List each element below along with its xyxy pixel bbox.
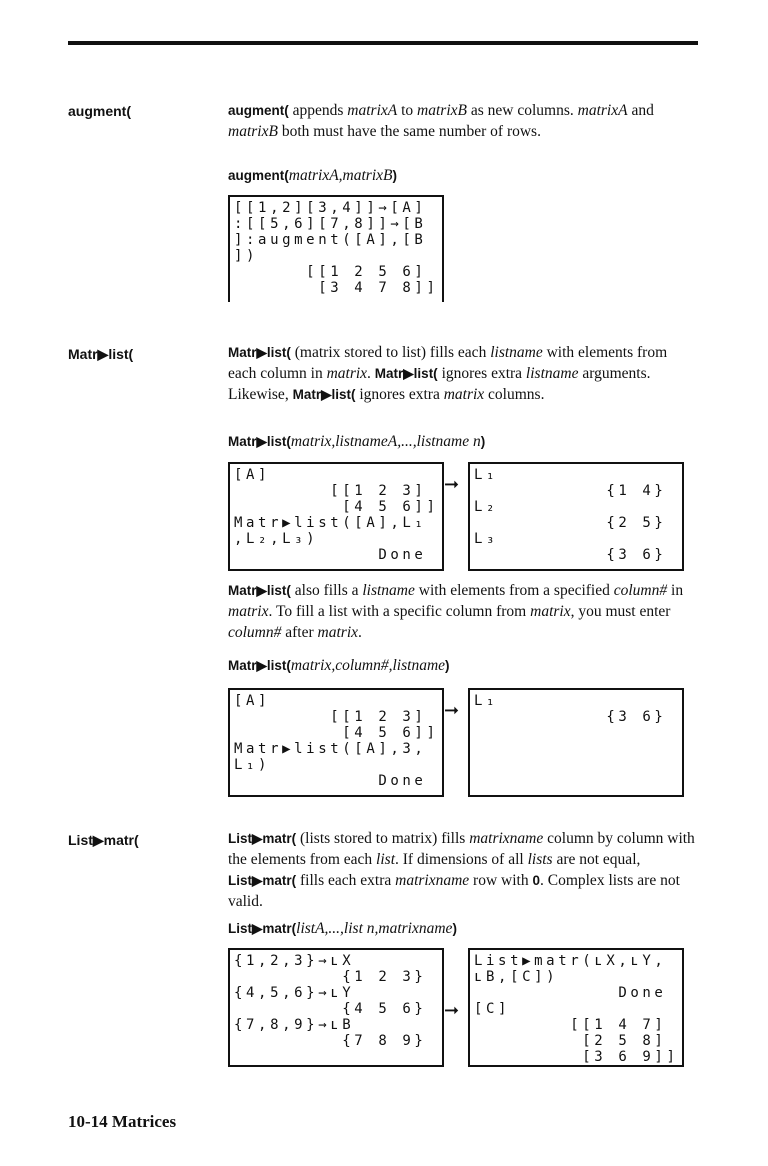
command-name: Matr▶list( [292, 387, 356, 402]
text-segment: to [397, 102, 418, 119]
listmatr-syntax [228, 918, 698, 939]
text-segment: and [627, 102, 654, 119]
text-segment: . Complex lists are not valid. [228, 872, 680, 910]
calculator-screen-listmatr-left [228, 948, 444, 1067]
argument-name: listname [525, 365, 579, 382]
listmatr-description [228, 828, 698, 912]
calculator-screen-matrlist-1-left [228, 462, 444, 571]
command-name: ) [445, 658, 450, 673]
term-matrlist: Matr▶list( [68, 346, 134, 362]
command-name: 0 [532, 873, 540, 888]
screen-text: L₁ {3 6} [474, 693, 667, 725]
text-segment: as new columns. [466, 102, 578, 119]
text-segment: both must have the same number of rows. [277, 123, 541, 140]
text-segment: with elements from each column in [228, 344, 668, 382]
text-segment: (lists stored to matrix) fills [296, 830, 470, 847]
augment-description [228, 100, 698, 142]
calculator-screen-matrlist-2-left [228, 688, 444, 797]
command-name: Matr▶list( [228, 583, 291, 598]
text-segment: column by column with the elements from each [228, 830, 695, 868]
augment-syntax [228, 165, 698, 186]
argument-name: listname [490, 344, 543, 361]
command-name: ) [480, 434, 486, 449]
term-augment: augment( [68, 103, 131, 119]
command-name: Matr▶list( [374, 366, 438, 381]
command-name: List▶matr( [228, 873, 297, 888]
argument-name: matrixB [417, 102, 467, 119]
arrow-icon: ➞ [444, 474, 460, 495]
command-name: Matr▶list( [228, 434, 291, 449]
argument-name: matrixname [469, 830, 544, 847]
argument-name: matrix,listnameA,...,listname n [290, 433, 481, 450]
argument-name: matrix [326, 365, 368, 382]
text-segment: . To fill a list with a specific column from [268, 603, 531, 620]
argument-name: matrix [228, 603, 269, 620]
argument-name: list [376, 851, 395, 868]
argument-name: listname [362, 582, 415, 599]
argument-name: matrix [317, 624, 358, 641]
text-segment: in [667, 582, 684, 599]
matrlist-column-syntax [228, 655, 698, 676]
screen-text: List▶matr(ʟX,ʟY, ʟB,[C]) Done [C] [[1 4 7] [2 5 8] [3 6 9]] [474, 953, 679, 1065]
text-segment: . If dimensions of all [395, 851, 528, 868]
calculator-screen-matrlist-1-right [468, 462, 684, 571]
matrlist-description [228, 342, 698, 405]
argument-name: listA,...,list n,matrixname [296, 920, 453, 937]
matrlist-syntax [228, 431, 698, 452]
term-listmatr: List▶matr( [68, 832, 139, 848]
text-segment: are not equal, [552, 851, 641, 868]
screen-text: [A] [[1 2 3] [4 5 6]] Matr▶list([A],L₁ ,L₂,L₃) Done [234, 467, 439, 563]
text-segment: . [358, 624, 362, 641]
screen-text: L₁ {1 4} L₂ {2 5} L₃ {3 6} [474, 467, 667, 563]
calculator-screen-augment [228, 195, 444, 302]
calculator-screen-matrlist-2-right [468, 688, 684, 797]
text-segment: , you must enter [570, 603, 671, 620]
argument-name: matrixA,matrixB [288, 167, 393, 184]
screen-text: {1,2,3}→ʟX {1 2 3} {4,5,6}→ʟY {4 5 6} {7,8,9}→ʟB {7 8 9} [234, 953, 427, 1049]
argument-name: matrixB [228, 123, 278, 140]
argument-name: matrix [443, 386, 485, 403]
command-name: augment( [228, 168, 289, 183]
argument-name: lists [527, 851, 553, 868]
text-segment: columns. [484, 386, 545, 403]
text-segment: . [367, 365, 375, 382]
command-name: ) [452, 921, 457, 936]
command-name: augment( [228, 103, 289, 118]
command-name: ) [392, 168, 397, 183]
text-segment: with elements from a specified [414, 582, 614, 599]
screen-text: [[1,2][3,4]]→[A] :[[5,6][7,8]]→[B ]:augment([A],[B ]) [[1 2 5 6] [3 4 7 8]] [234, 200, 439, 296]
arrow-icon: ➞ [444, 1000, 460, 1021]
text-segment: appends [288, 102, 348, 119]
text-segment: after [281, 624, 318, 641]
arrow-icon: ➞ [444, 700, 460, 721]
text-segment: arguments. Likewise, [228, 365, 651, 403]
calculator-screen-listmatr-right [468, 948, 684, 1067]
argument-name: matrixA [577, 102, 628, 119]
command-name: Matr▶list( [228, 658, 291, 673]
command-name: Matr▶list( [228, 345, 291, 360]
matrlist-column-description [228, 580, 698, 643]
text-segment: also fills a [290, 582, 363, 599]
screen-text: [A] [[1 2 3] [4 5 6]] Matr▶list([A],3, L₁) Done [234, 693, 439, 789]
argument-name: column# [613, 582, 668, 599]
command-name: List▶matr( [228, 831, 297, 846]
text-segment: (matrix stored to list) fills each [290, 344, 491, 361]
argument-name: matrixname [395, 872, 470, 889]
argument-name: matrix,column#,listname [290, 657, 446, 674]
header-rule [68, 41, 698, 45]
page-footer: 10-14 Matrices [68, 1112, 177, 1131]
argument-name: matrix [530, 603, 571, 620]
text-segment: ignores extra [355, 386, 444, 403]
text-segment: row with [469, 872, 533, 889]
argument-name: matrixA [347, 102, 398, 119]
text-segment: ignores extra [437, 365, 526, 382]
text-segment: fills each extra [296, 872, 396, 889]
command-name: List▶matr( [228, 921, 297, 936]
argument-name: column# [228, 624, 282, 641]
